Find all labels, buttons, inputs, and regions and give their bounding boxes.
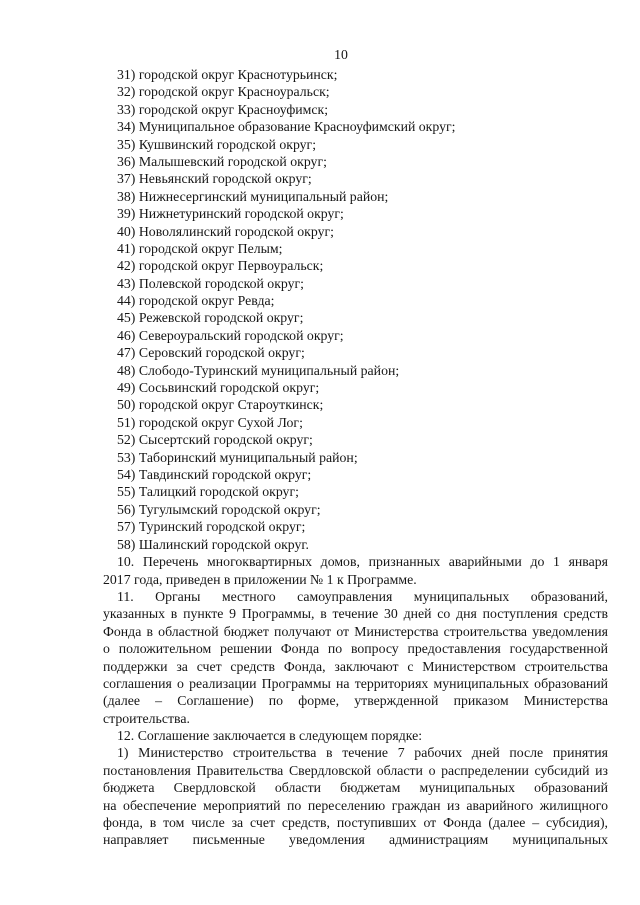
municipality-item: 46) Североуральский городской округ; (117, 327, 344, 343)
municipality-item: 40) Новолялинский городской округ; (117, 223, 334, 239)
paragraph-line: 1) Министерство строительства в течение 7 рабочих дней после принятия (117, 745, 608, 761)
paragraph-line: (далее – Соглашение) по форме, утвержденной приказом Министерства (103, 693, 608, 709)
municipality-item: 53) Таборинский муниципальный район; (117, 449, 358, 465)
municipality-item: 54) Тавдинский городской округ; (117, 466, 312, 482)
municipality-item: 47) Серовский городской округ; (117, 345, 305, 361)
municipality-item: 42) городской округ Первоуральск; (117, 258, 324, 274)
municipality-item: 56) Тугулымский городской округ; (117, 501, 321, 517)
municipality-item: 50) городской округ Староуткинск; (117, 397, 324, 413)
municipality-item: 49) Сосьвинский городской округ; (117, 380, 320, 396)
paragraph-line: 2017 года, приведен в приложении № 1 к Программе. (103, 571, 417, 587)
municipality-item: 44) городской округ Ревда; (117, 293, 275, 309)
municipality-item: 52) Сысертский городской округ; (117, 432, 313, 448)
municipality-item: 35) Кушвинский городской округ; (117, 136, 317, 152)
paragraph-line: соглашения о реализации Программы на территориях муниципальных образований (103, 675, 608, 691)
municipality-item: 31) городской округ Краснотурьинск; (117, 67, 338, 82)
paragraph-line: постановления Правительства Свердловской области о распределении субсидий из (103, 762, 608, 778)
paragraph-line: о положительном решении Фонда по вопросу предоставления государственной (103, 641, 608, 657)
paragraph-11 (103, 588, 608, 727)
paragraph-line: фонда, в том числе за счет средств, поступивших от Фонда (далее – субсидия), (103, 815, 608, 831)
paragraph-line: 12. Соглашение заключается в следующем порядке: (117, 728, 423, 744)
page-number: 10 (334, 47, 348, 62)
municipality-item: 48) Слободо-Туринский муниципальный район; (117, 362, 400, 378)
paragraph-10 (103, 553, 608, 588)
paragraph-line: поддержки за счет средств Фонда, заключают с Министерством строительства (103, 658, 608, 674)
municipality-item: 33) городской округ Красноуфимск; (117, 101, 329, 117)
municipality-item: 51) городской округ Сухой Лог; (117, 414, 303, 430)
paragraph-line: 10. Перечень многоквартирных домов, признанных аварийными до 1 января (117, 554, 608, 570)
municipality-item: 55) Талицкий городской округ; (117, 484, 299, 500)
municipality-item: 57) Туринский городской округ; (117, 519, 306, 535)
municipality-item: 58) Шалинский городской округ. (117, 536, 309, 552)
paragraph-line: бюджета Свердловской области бюджетам муниципальных образований (103, 780, 608, 796)
paragraph-12-item-1 (103, 744, 608, 848)
paragraph-line: 11. Органы местного самоуправления муниципальных образований, (117, 588, 608, 604)
paragraph-line: направляет письменные уведомления администрациям муниципальных (103, 832, 608, 848)
municipality-list (117, 66, 608, 553)
municipality-item: 43) Полевской городской округ; (117, 275, 305, 291)
municipality-item: 39) Нижнетуринский городской округ; (117, 206, 344, 222)
municipality-item: 45) Режевской городской округ; (117, 310, 304, 326)
municipality-item: 38) Нижнесергинский муниципальный район; (117, 188, 389, 204)
municipality-item: 36) Малышевский городской округ; (117, 153, 327, 169)
paragraph-line: указанных в пункте 9 Программы, в течение 30 дней со дня поступления средств (103, 606, 608, 622)
document-body (103, 553, 608, 849)
municipality-item: 34) Муниципальное образование Красноуфимский округ; (117, 119, 456, 135)
municipality-item: 37) Невьянский городской округ; (117, 171, 312, 187)
municipality-item: 41) городской округ Пелым; (117, 240, 283, 256)
paragraph-12 (103, 727, 608, 744)
paragraph-line: Фонда в областной бюджет получают от Министерства строительства уведомления (103, 623, 608, 639)
municipality-item: 32) городской округ Красноуральск; (117, 84, 330, 100)
paragraph-line: на обеспечение мероприятий по переселению граждан из аварийного жилищного (103, 797, 608, 813)
paragraph-line: строительства. (103, 710, 190, 726)
